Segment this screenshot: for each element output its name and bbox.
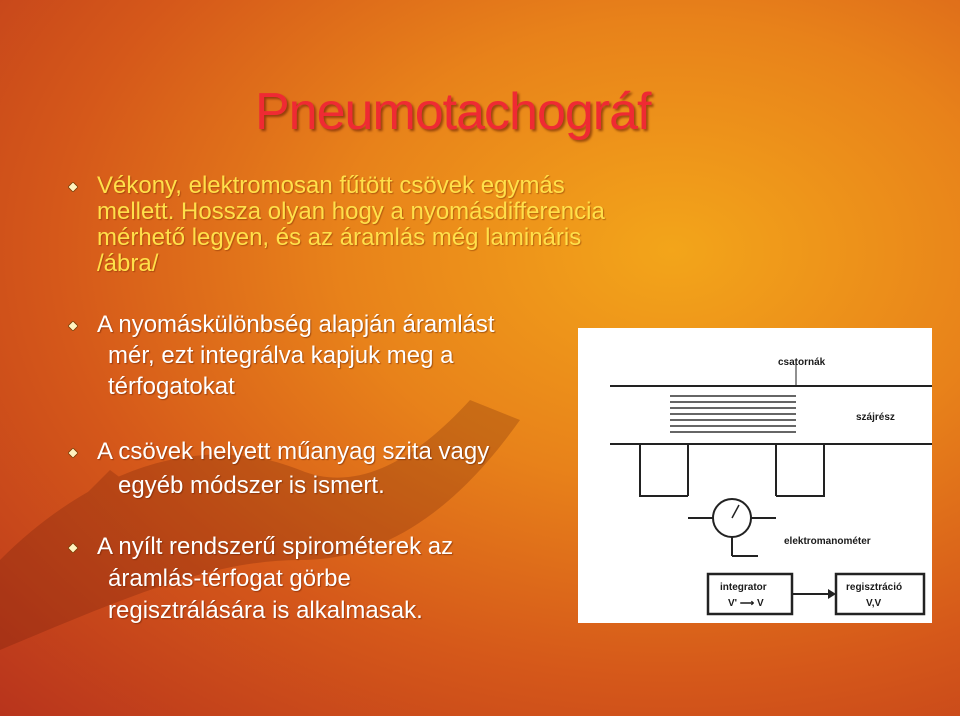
recorder-title: regisztráció [846,582,903,593]
recorder-subtitle: V,V [866,598,882,609]
diamond-bullet-icon [68,321,78,331]
label-manometer: elektromanométer [784,536,871,547]
bullet-2-line-1: A nyomáskülönbség alapján áramlást [97,311,495,338]
bullet-4-line-3: regisztrálására is alkalmasak. [108,597,423,624]
diamond-bullet-icon [68,448,78,458]
bullet-1-line-2: mellett. Hossza olyan hogy a nyomásdifferencia [97,198,605,225]
bullet-3-line-2: egyéb módszer is ismert. [118,472,385,499]
diamond-bullet-icon [68,182,78,192]
label-mouthpiece: szájrész [856,412,895,423]
diamond-bullet-icon [68,543,78,553]
bullet-2-line-3: térfogatokat [108,373,235,400]
bullet-1-line-4: /ábra/ [97,250,159,277]
flow-channels [670,396,796,432]
bullet-4-line-2: áramlás-térfogat görbe [108,565,351,592]
integrator-title: integrator [720,582,767,593]
label-channels: csatornák [778,357,826,368]
diagram-svg [578,328,932,623]
bullet-1-line-3: mérhető legyen, és az áramlás még lamináris [97,224,582,251]
bullet-4-line-1: A nyílt rendszerű spirométerek az [97,533,454,560]
bullet-1-line-1: Vékony, elektromosan fűtött csövek egymás [97,172,565,199]
bullet-3-line-1: A csövek helyett műanyag szita vagy [97,438,490,465]
integrator-subtitle: V' ⟶ V [728,598,764,609]
left-pressure-tap [640,444,688,496]
pneumotachograph-diagram [578,328,932,623]
bullet-2-line-2: mér, ezt integrálva kapjuk meg a [108,342,454,369]
right-pressure-tap [776,444,824,496]
slide-title: Pneumotachográf [255,83,651,141]
